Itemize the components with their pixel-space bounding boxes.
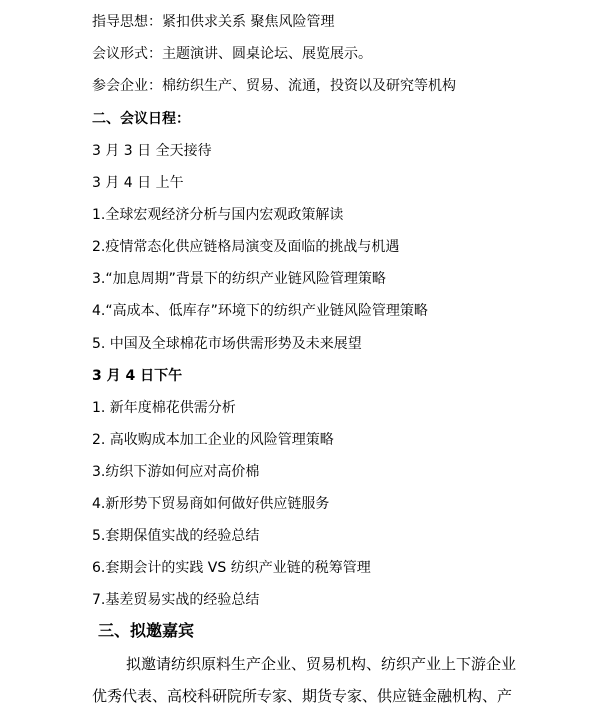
- morning-item: 1.全球宏观经济分析与国内宏观政策解读: [92, 207, 344, 223]
- afternoon-item: 4.新形势下贸易商如何做好供应链服务: [92, 496, 330, 512]
- meeting-format: 会议形式：主题演讲、圆桌论坛、展览展示。: [92, 46, 372, 62]
- participants: 参会企业：棉纺织生产、贸易、流通，投资以及研究等机构: [92, 78, 456, 94]
- section-two-heading: 二、会议日程：: [92, 111, 190, 127]
- schedule-day1: 3 月 3 日 全天接待: [92, 143, 212, 159]
- guests-paragraph-line1: 拟邀请纺织原料生产企业、贸易机构、纺织产业上下游企业: [126, 655, 517, 673]
- morning-item: 4.“高成本、低库存”环境下的纺织产业链风险管理策略: [92, 303, 428, 319]
- guests-paragraph-line2: 优秀代表、高校科研院所专家、期货专家、供应链金融机构、产: [92, 687, 513, 705]
- morning-item: 5. 中国及全球棉花市场供需形势及未来展望: [92, 336, 362, 352]
- section-three-heading: 三、拟邀嘉宾: [98, 621, 195, 640]
- afternoon-heading: 3 月 4 日下午: [92, 368, 183, 384]
- schedule-day2-morning: 3 月 4 日 上午: [92, 175, 184, 191]
- afternoon-item: 1. 新年度棉花供需分析: [92, 400, 236, 416]
- afternoon-item: 2. 高收购成本加工企业的风险管理策略: [92, 432, 334, 448]
- afternoon-item: 5.套期保值实战的经验总结: [92, 528, 260, 544]
- guiding-thought: 指导思想：紧扣供求关系 聚焦风险管理: [92, 14, 335, 30]
- afternoon-item: 3.纺织下游如何应对高价棉: [92, 464, 260, 480]
- morning-item: 3.“加息周期”背景下的纺织产业链风险管理策略: [92, 271, 386, 287]
- afternoon-item: 6.套期会计的实践 VS 纺织产业链的税筹管理: [92, 560, 371, 576]
- afternoon-item: 7.基差贸易实战的经验总结: [92, 592, 260, 608]
- morning-item: 2.疫情常态化供应链格局演变及面临的挑战与机遇: [92, 239, 400, 255]
